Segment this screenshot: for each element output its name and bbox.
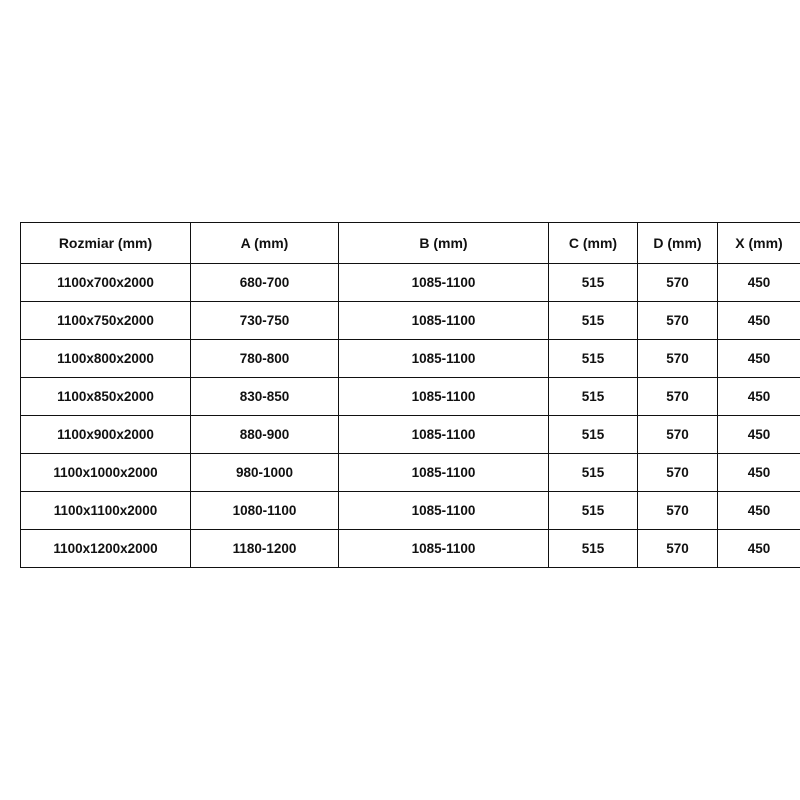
- cell-b: 1085-1100: [339, 416, 549, 454]
- table-row: [21, 264, 800, 302]
- cell-d: 570: [638, 492, 718, 530]
- cell-b: 1085-1100: [339, 264, 549, 302]
- cell-x: 450: [718, 264, 800, 302]
- cell-b: 1085-1100: [339, 340, 549, 378]
- table-row: [21, 378, 800, 416]
- cell-b: 1085-1100: [339, 454, 549, 492]
- table-header-row: [21, 223, 800, 264]
- table-row: [21, 454, 800, 492]
- table-row: [21, 302, 800, 340]
- cell-c: 515: [549, 454, 638, 492]
- column-header-x: X (mm): [718, 223, 800, 264]
- table-row: [21, 530, 800, 568]
- cell-x: 450: [718, 530, 800, 568]
- cell-x: 450: [718, 454, 800, 492]
- cell-x: 450: [718, 378, 800, 416]
- cell-rozmiar: 1100x1200x2000: [21, 530, 191, 568]
- cell-a: 880-900: [191, 416, 339, 454]
- cell-d: 570: [638, 302, 718, 340]
- cell-x: 450: [718, 340, 800, 378]
- cell-rozmiar: 1100x750x2000: [21, 302, 191, 340]
- cell-rozmiar: 1100x800x2000: [21, 340, 191, 378]
- table-row: [21, 492, 800, 530]
- cell-rozmiar: 1100x900x2000: [21, 416, 191, 454]
- cell-d: 570: [638, 530, 718, 568]
- column-header-rozmiar: Rozmiar (mm): [21, 223, 191, 264]
- cell-b: 1085-1100: [339, 492, 549, 530]
- cell-a: 680-700: [191, 264, 339, 302]
- table-body: [21, 264, 800, 568]
- cell-rozmiar: 1100x850x2000: [21, 378, 191, 416]
- cell-a: 980-1000: [191, 454, 339, 492]
- cell-a: 780-800: [191, 340, 339, 378]
- cell-d: 570: [638, 264, 718, 302]
- cell-x: 450: [718, 302, 800, 340]
- cell-d: 570: [638, 378, 718, 416]
- column-header-d: D (mm): [638, 223, 718, 264]
- column-header-a: A (mm): [191, 223, 339, 264]
- cell-c: 515: [549, 530, 638, 568]
- column-header-c: C (mm): [549, 223, 638, 264]
- cell-b: 1085-1100: [339, 378, 549, 416]
- cell-d: 570: [638, 454, 718, 492]
- table-row: [21, 340, 800, 378]
- cell-a: 1180-1200: [191, 530, 339, 568]
- table-header: [21, 223, 800, 264]
- cell-x: 450: [718, 492, 800, 530]
- cell-x: 450: [718, 416, 800, 454]
- cell-a: 730-750: [191, 302, 339, 340]
- cell-rozmiar: 1100x1100x2000: [21, 492, 191, 530]
- cell-rozmiar: 1100x700x2000: [21, 264, 191, 302]
- table-row: [21, 416, 800, 454]
- cell-a: 1080-1100: [191, 492, 339, 530]
- cell-c: 515: [549, 492, 638, 530]
- cell-c: 515: [549, 264, 638, 302]
- cell-c: 515: [549, 416, 638, 454]
- cell-b: 1085-1100: [339, 302, 549, 340]
- cell-c: 515: [549, 378, 638, 416]
- cell-c: 515: [549, 340, 638, 378]
- cell-rozmiar: 1100x1000x2000: [21, 454, 191, 492]
- cell-d: 570: [638, 416, 718, 454]
- cell-c: 515: [549, 302, 638, 340]
- cell-b: 1085-1100: [339, 530, 549, 568]
- cell-a: 830-850: [191, 378, 339, 416]
- size-table: [20, 222, 800, 568]
- size-table-container: [20, 222, 783, 568]
- cell-d: 570: [638, 340, 718, 378]
- column-header-b: B (mm): [339, 223, 549, 264]
